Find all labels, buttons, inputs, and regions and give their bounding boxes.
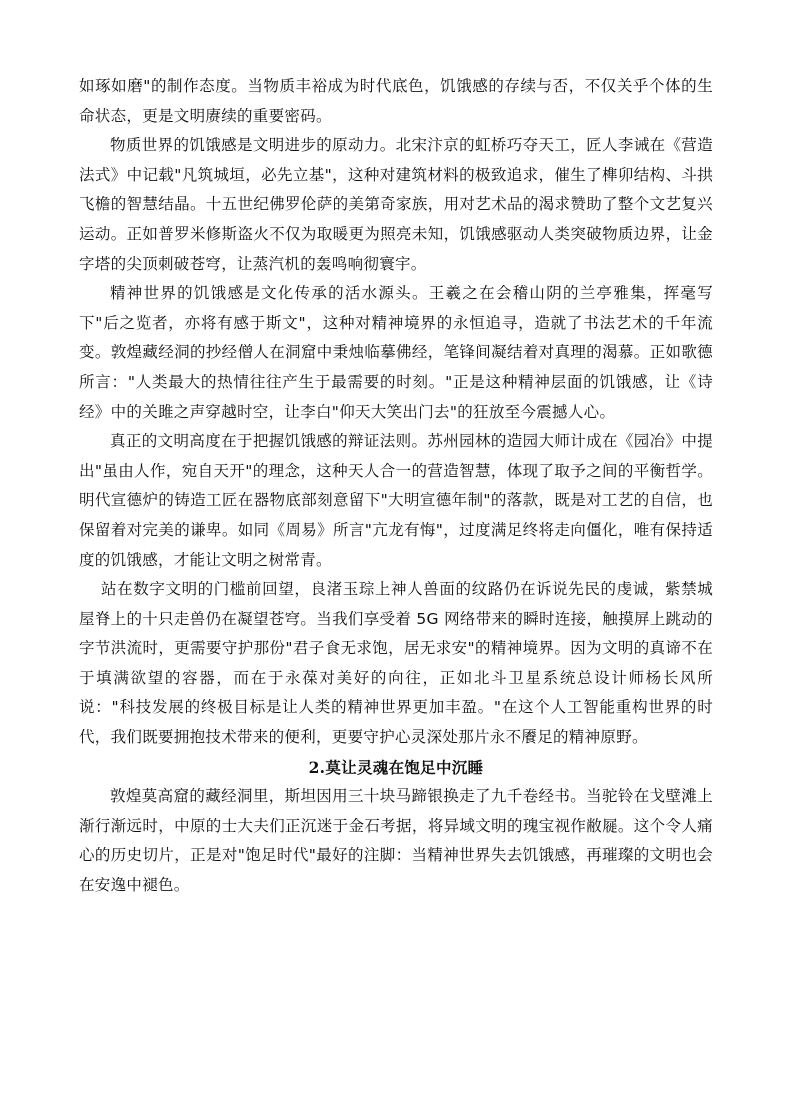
document-page <box>79 72 713 901</box>
body-paragraph-dialectic: 真正的文明高度在于把握饥饿感的辩证法则。苏州园林的造园大师计成在《园冶》中提出"虽由人作，宛自天开"的理念，这种天人合一的营造智慧，体现了取予之间的平衡哲学。明代宣德炉的铸造工匠在器物底部刻意留下"大明宣德年制"的落款，既是对工艺的自信，也保留着对完美的谦卑。如同《周易》所言"亢龙有悔"，过度满足终将走向僵化，唯有保持适度的饥饿感，才能让文明之树常青。 <box>79 432 713 569</box>
body-paragraph-digital-era: 站在数字文明的门槛前回望，良渚玉琮上神人兽面的纹路仍在诉说先民的虔诚，紫禁城屋脊上的十只走兽仍在凝望苍穹。当我们享受着 5G 网络带来的瞬时连接，触摸屏上跳动的字节洪流时，更需要守护那份"君子食无求饱，居无求安"的精神境界。因为文明的真谛不在于填满欲望的容器，而在于永葆对美好的向往，正如北斗卫星系统总设计师杨长风所说："科技发展的终极目标是让人类的精神世界更加丰盈。"在这个人工智能重构世界的时代，我们既要拥抱技术带来的便利，更要守护心灵深处那片永不餍足的精神原野。 <box>79 580 713 747</box>
section-paragraph-dunhuang: 敦煌莫高窟的藏经洞里，斯坦因用三十块马蹄银换走了九千卷经书。当驼铃在戈壁滩上渐行渐远时，中原的士大夫们正沉迷于金石考据，将异域文明的瑰宝视作敝屣。这个令人痛心的历史切片，正是对"饱足时代"最好的注脚：当精神世界失去饥饿感，再璀璨的文明也会在安逸中褪色。 <box>79 787 713 895</box>
body-paragraph-continuation: 如琢如磨"的制作态度。当物质丰裕成为时代底色，饥饿感的存续与否，不仅关乎个体的生命状态，更是文明赓续的重要密码。 <box>79 77 713 125</box>
body-paragraph-material-hunger: 物质世界的饥饿感是文明进步的原动力。北宋汴京的虹桥巧夺天工，匠人李诫在《营造法式》中记载"凡筑城垣，必先立基"，这种对建筑材料的极致追求，催生了榫卯结构、斗拱飞檐的智慧结晶。十五世纪佛罗伦萨的美第奇家族，用对艺术品的渴求赞助了整个文艺复兴运动。正如普罗米修斯盗火不仅为取暖更为照亮未知，饥饿感驱动人类突破物质边界，让金字塔的尖顶刺破苍穹，让蒸汽机的轰鸣响彻寰宇。 <box>79 136 713 273</box>
body-paragraph-spiritual-hunger: 精神世界的饥饿感是文化传承的活水源头。王羲之在会稽山阴的兰亭雅集，挥毫写下"后之览者，亦将有感于斯文"，这种对精神境界的永恒追寻，造就了书法艺术的千年流变。敦煌藏经洞的抄经僧人在洞窟中秉烛临摹佛经，笔锋间凝结着对真理的渴慕。正如歌德所言："人类最大的热情往往产生于最需要的时刻。"正是这种精神层面的饥饿感，让《诗经》中的关雎之声穿越时空，让李白"仰天大笑出门去"的狂放至今震撼人心。 <box>79 284 713 421</box>
section-heading: 2.莫让灵魂在饱足中沉睡 <box>308 757 484 777</box>
